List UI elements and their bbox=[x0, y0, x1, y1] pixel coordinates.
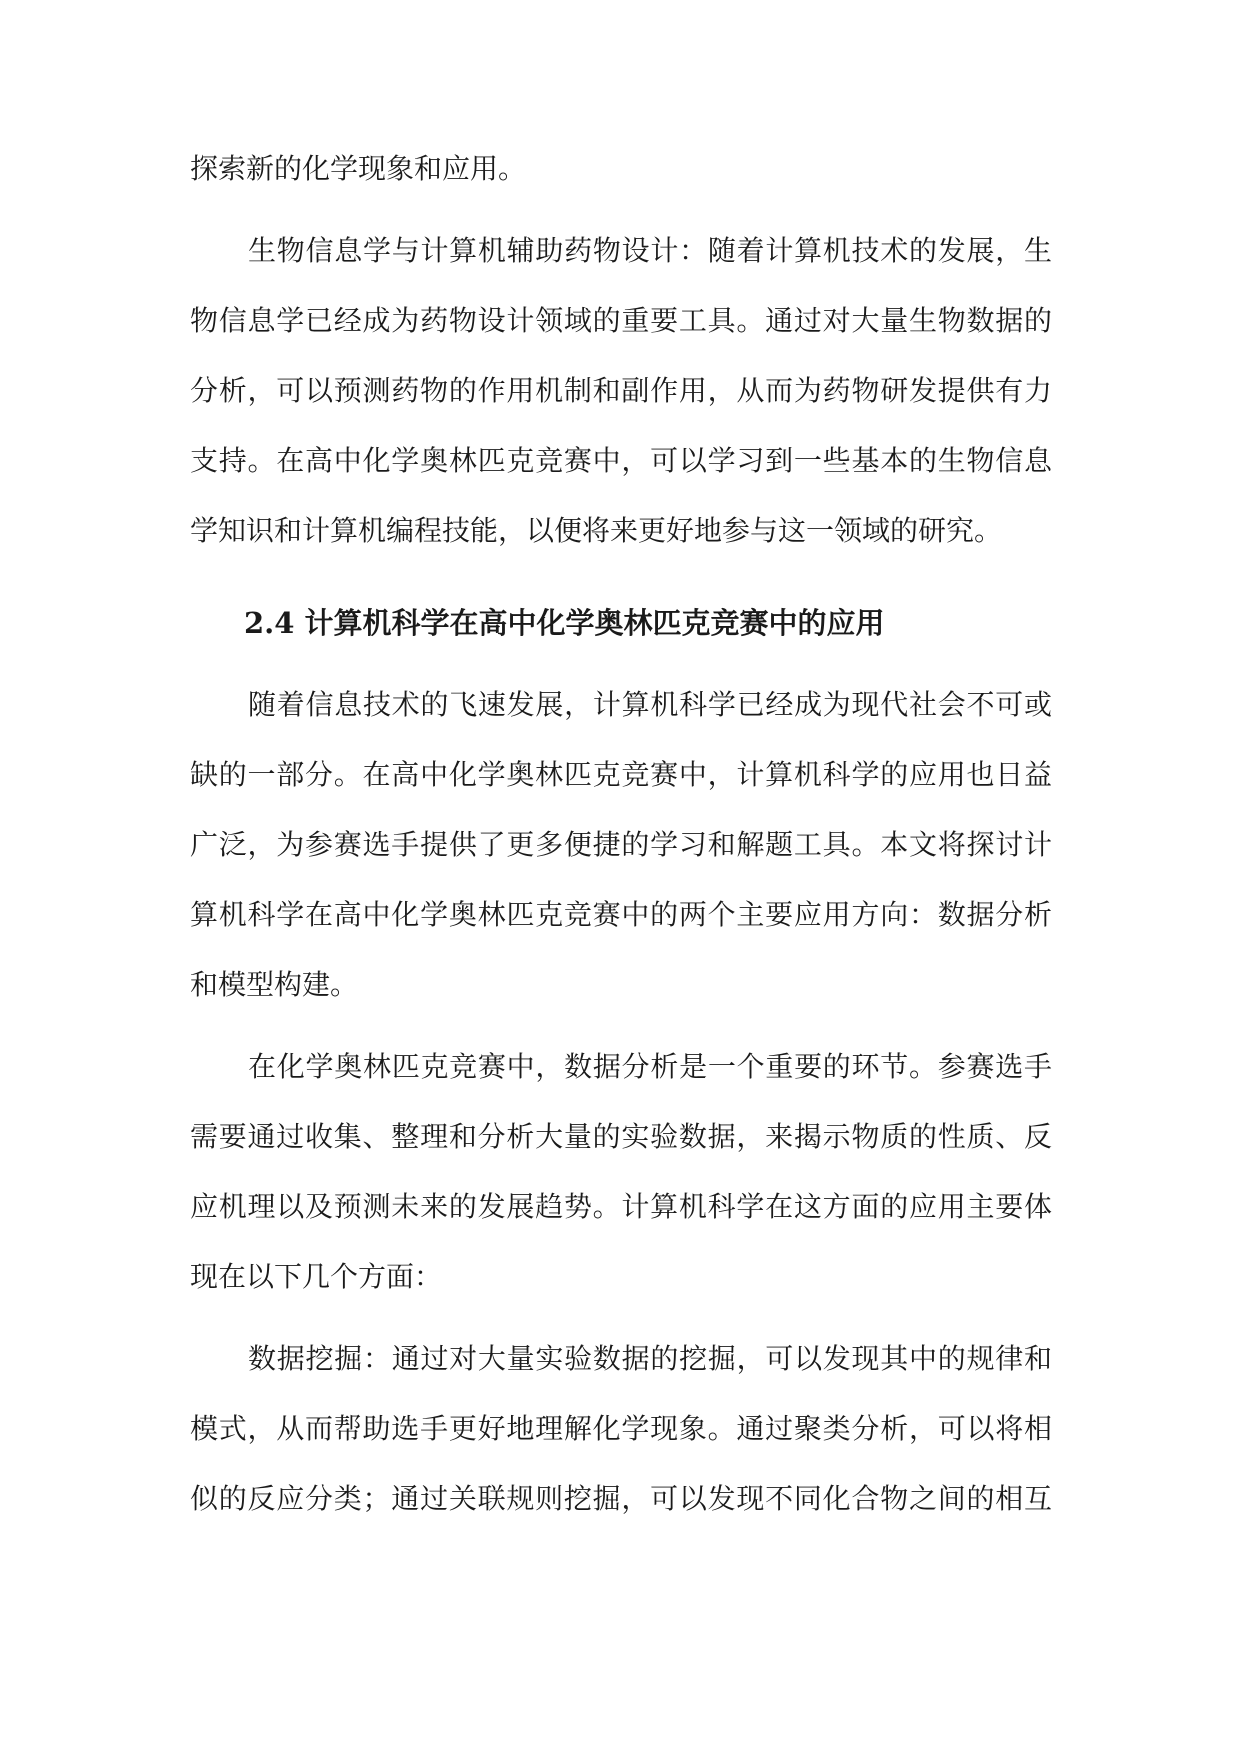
paragraph-data-mining bbox=[190, 1324, 1052, 1534]
text-line: 模式，从而帮助选手更好地理解化学现象。通过聚类分析，可以将相 bbox=[190, 1412, 1052, 1445]
paragraph-intro bbox=[190, 670, 1052, 1020]
text-line: 需要通过收集、整理和分析大量的实验数据，来揭示物质的性质、反 bbox=[190, 1120, 1052, 1153]
text-line: 物信息学已经成为药物设计领域的重要工具。通过对大量生物数据的 bbox=[190, 304, 1052, 337]
text-line: 现在以下几个方面： bbox=[190, 1260, 443, 1293]
text-line: 支持。在高中化学奥林匹克竞赛中，可以学习到一些基本的生物信息 bbox=[190, 444, 1052, 477]
text-line: 数据挖掘：通过对大量实验数据的挖掘，可以发现其中的规律和 bbox=[248, 1342, 1052, 1375]
page-content bbox=[190, 134, 1052, 1546]
text-line: 和模型构建。 bbox=[190, 968, 359, 1001]
text-line: 学知识和计算机编程技能，以便将来更好地参与这一领域的研究。 bbox=[190, 514, 1003, 547]
paragraph-data-analysis bbox=[190, 1032, 1052, 1312]
text-line: 缺的一部分。在高中化学奥林匹克竞赛中，计算机科学的应用也日益 bbox=[190, 758, 1052, 791]
paragraph-continuation bbox=[190, 134, 1052, 204]
text-line: 在化学奥林匹克竞赛中，数据分析是一个重要的环节。参赛选手 bbox=[248, 1050, 1052, 1083]
text-line: 探索新的化学现象和应用。 bbox=[190, 152, 527, 185]
text-line: 随着信息技术的飞速发展，计算机科学已经成为现代社会不可或 bbox=[248, 688, 1052, 721]
text-line: 似的反应分类；通过关联规则挖掘，可以发现不同化合物之间的相互 bbox=[190, 1482, 1052, 1515]
text-line: 广泛，为参赛选手提供了更多便捷的学习和解题工具。本文将探讨计 bbox=[190, 828, 1052, 861]
text-line: 分析，可以预测药物的作用机制和副作用，从而为药物研发提供有力 bbox=[190, 374, 1052, 407]
text-line: 算机科学在高中化学奥林匹克竞赛中的两个主要应用方向：数据分析 bbox=[190, 898, 1052, 931]
text-line: 应机理以及预测未来的发展趋势。计算机科学在这方面的应用主要体 bbox=[190, 1190, 1052, 1223]
section-heading: 2.4 计算机科学在高中化学奥林匹克竞赛中的应用 bbox=[244, 606, 885, 640]
paragraph-bioinformatics bbox=[190, 216, 1052, 566]
text-line: 生物信息学与计算机辅助药物设计：随着计算机技术的发展，生 bbox=[248, 234, 1052, 267]
